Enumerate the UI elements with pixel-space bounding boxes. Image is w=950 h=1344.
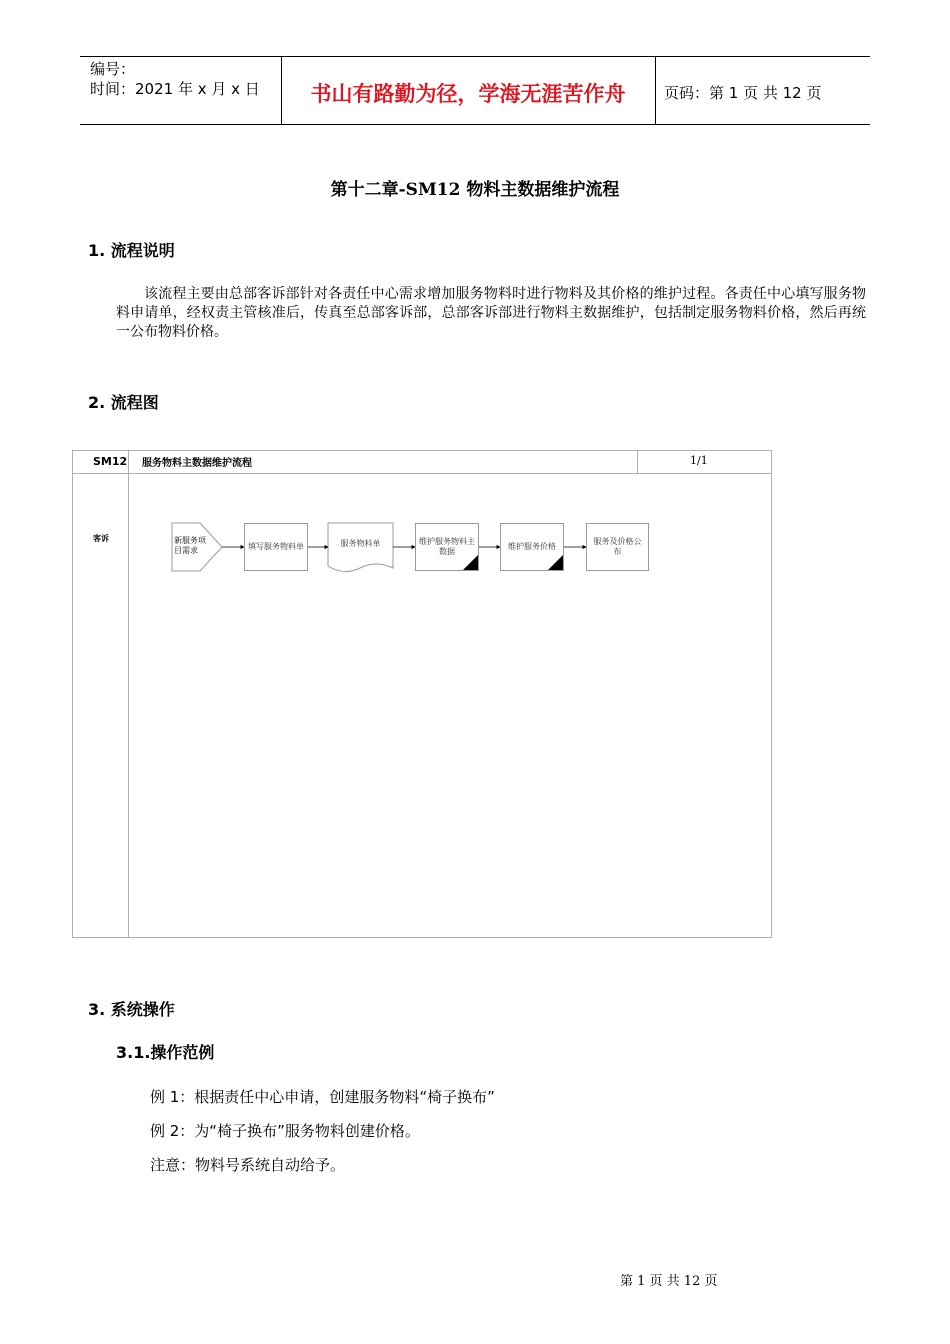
flowchart-step-maintain-material [415,523,479,571]
document-title: 第十二章-SM12 物料主数据维护流程 [330,180,620,200]
flowchart-step-publish [586,523,649,571]
flowchart-page: 1/1 [690,454,708,467]
flowchart-start-label: 新服务项目需求 [174,536,206,555]
flowchart-lane-label: 客诉 [93,534,109,543]
header-time: 时间：2021 年 x 月 x 日 [90,80,260,98]
section3-heading: 3. 系统操作 [88,1000,175,1019]
section1-body: 该流程主要由总部客诉部针对各责任中心需求增加服务物料时进行物料及其价格的维护过程。各责任中心填写服务物料申请单，经权责主管核准后，传真至总部客诉部，总部客诉部进行物料主数据维护，包括制定服务物料价格，然后再统一公布物料价格。 [116,286,866,340]
flowchart-step-label: 填写服务物料单 [248,542,304,551]
section3-subheading: 3.1.操作范例 [116,1043,215,1062]
flowchart-code: SM12 [93,455,128,468]
page-footer: 第 1 页 共 12 页 [620,1274,718,1289]
header-number: 编号： [90,60,136,78]
flowchart-step-fill-form [244,523,308,571]
flowchart-name: 服务物料主数据维护流程 [142,458,252,469]
flowchart-step-document [328,523,393,565]
section2-heading: 2. 流程图 [88,393,159,412]
system-marker-icon [548,555,563,570]
section1-heading: 1. 流程说明 [88,241,175,260]
example-line: 例 1：根据责任中心申请，创建服务物料“椅子换布” [150,1088,495,1106]
example-note: 注意：物料号系统自动给予。 [150,1156,346,1174]
example-line: 例 2：为“椅子换布”服务物料创建价格。 [150,1122,420,1140]
flowchart-step-label: 服务物料单 [340,539,381,548]
flowchart-step-label: 维护服务价格 [508,542,556,551]
header-motto: 书山有路勤为径，学海无涯苦作舟 [310,82,626,106]
system-marker-icon [463,555,478,570]
header-page-info: 页码：第 1 页 共 12 页 [664,84,822,102]
flowchart-step-maintain-price [500,523,564,571]
flowchart-step-label: 服务及价格公布 [593,537,642,556]
flowchart-step-label: 维护服务物料主数据 [419,537,475,556]
